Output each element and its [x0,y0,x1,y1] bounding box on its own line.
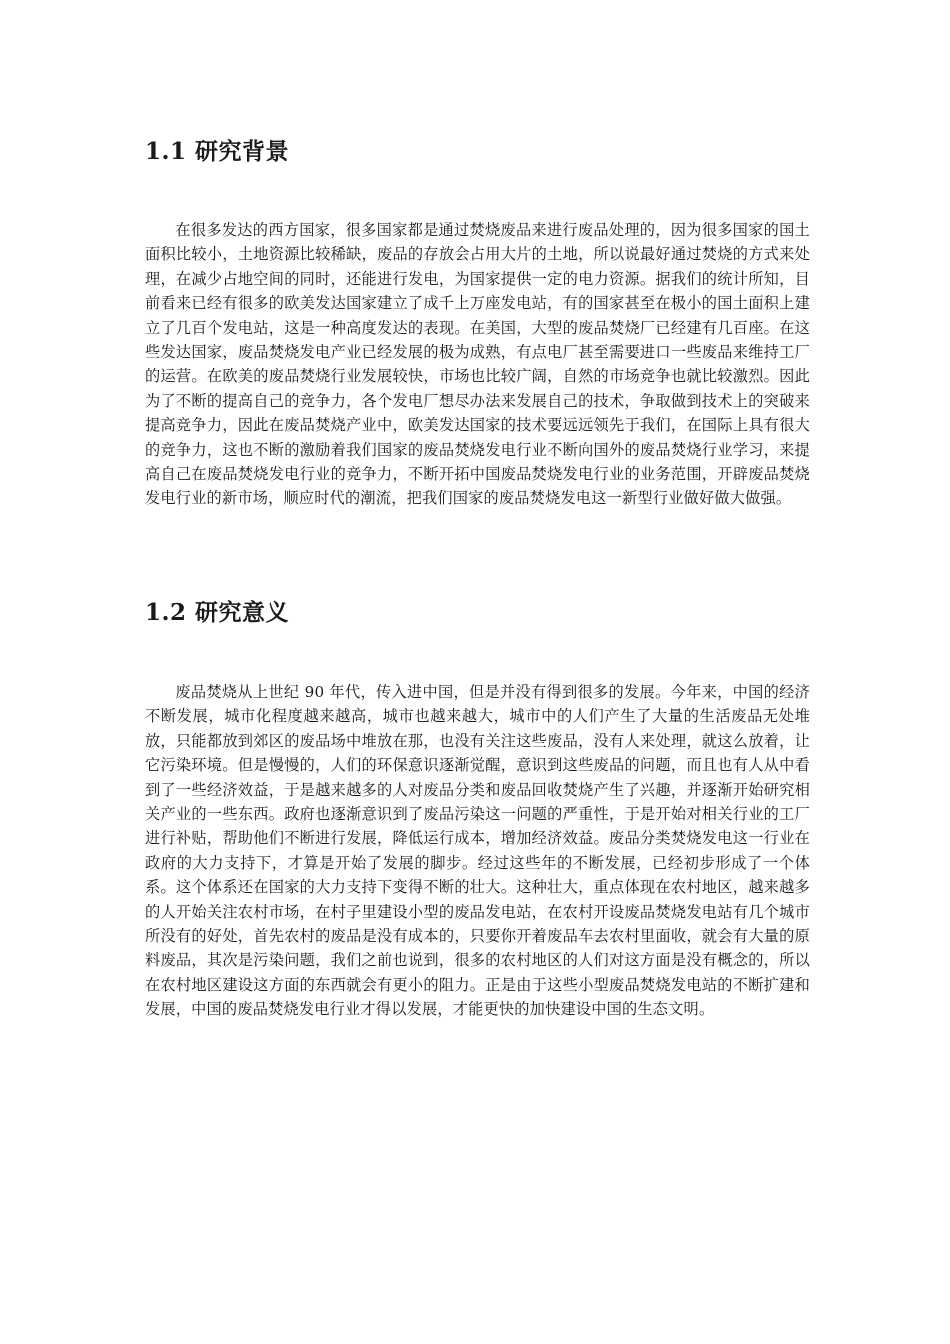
section-paragraph-research-background: 在很多发达的西方国家，很多国家都是通过焚烧废品来进行废品处理的，因为很多国家的国土面积比较小，土地资源比较稀缺，废品的存放会占用大片的土地，所以说最好通过焚烧的方式来处理，在减少占地空间的同时，还能进行发电，为国家提供一定的电力资源。据我们的统计所知，目前看来已经有很多的欧美发达国家建立了成千上万座发电站，有的国家甚至在极小的国土面积上建立了几百个发电站，这是一种高度发达的表现。在美国，大型的废品焚烧厂已经建有几百座。在这些发达国家，废品焚烧发电产业已经发展的极为成熟，有点电厂甚至需要进口一些废品来维持工厂的运营。在欧美的废品焚烧行业发展较快，市场也比较广阔，自然的市场竞争也就比较激烈。因此为了不断的提高自己的竞争力，各个发电厂想尽办法来发展自己的技术，争取做到技术上的突破来提高竞争力，因此在废品焚烧产业中，欧美发达国家的技术要远远领先于我们，在国际上具有很大的竞争力，这也不断的激励着我们国家的废品焚烧发电行业不断向国外的废品焚烧行业学习，来提高自己在废品焚烧发电行业的竞争力，不断开拓中国废品焚烧发电行业的业务范围，开辟废品焚烧发电行业的新市场，顺应时代的潮流，把我们国家的废品焚烧发电这一新型行业做好做大做强。 [145,221,810,508]
section-heading-research-background: 1.1 研究背景 [145,138,290,165]
section-paragraph-research-significance: 废品焚烧从上世纪 90 年代，传入进中国，但是并没有得到很多的发展。今年来，中国的经济不断发展，城市化程度越来越高，城市也越来越大，城市中的人们产生了大量的生活废品无处堆放，只能都放到郊区的废品场中堆放在那，也没有关注这些废品，没有人来处理，就这么放着，让它污染环境。但是慢慢的，人们的环保意识逐渐觉醒，意识到这些废品的问题，而且也有人从中看到了一些经济效益，于是越来越多的人对废品分类和废品回收焚烧产生了兴趣，并逐渐开始研究相关产业的一些东西。政府也逐渐意识到了废品污染这一问题的严重性，于是开始对相关行业的工厂进行补贴，帮助他们不断进行发展，降低运行成本，增加经济效益。废品分类焚烧发电这一行业在政府的大力支持下，才算是开始了发展的脚步。经过这些年的不断发展，已经初步形成了一个体系。这个体系还在国家的大力支持下变得不断的壮大。这种壮大，重点体现在农村地区，越来越多的人开始关注农村市场，在村子里建设小型的废品发电站，在农村开设废品焚烧发电站有几个城市所没有的好处，首先农村的废品是没有成本的，只要你开着废品车去农村里面收，就会有大量的原料废品，其次是污染问题，我们之前也说到，很多的农村地区的人们对这方面是没有概念的，所以在农村地区建设这方面的东西就会有更小的阻力。正是由于这些小型废品焚烧发电站的不断扩建和发展，中国的废品焚烧发电行业才得以发展，才能更快的加快建设中国的生态文明。 [145,683,810,1019]
section-heading-research-significance: 1.2 研究意义 [145,599,290,626]
